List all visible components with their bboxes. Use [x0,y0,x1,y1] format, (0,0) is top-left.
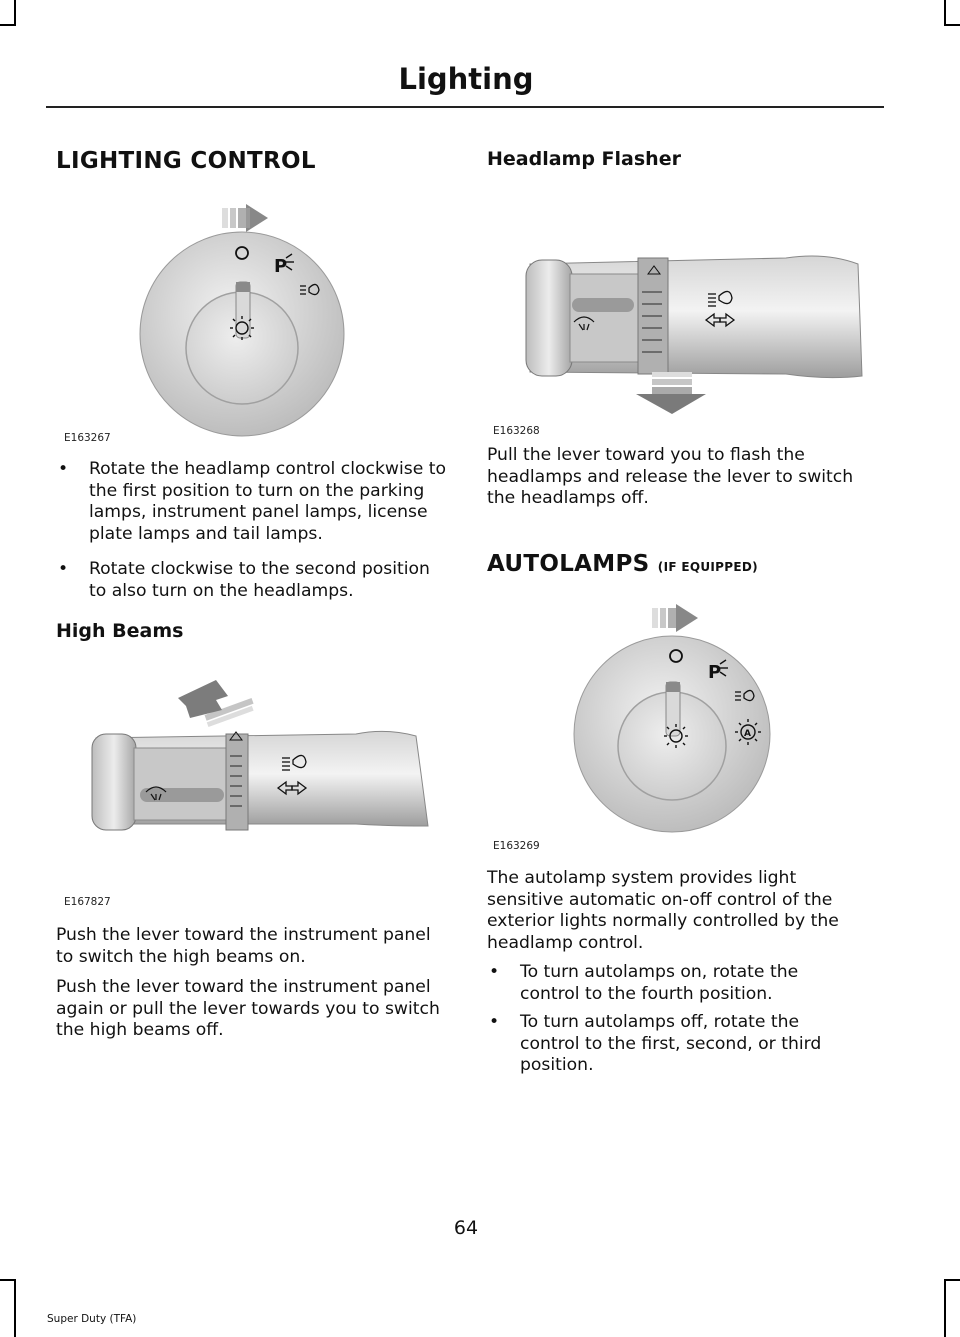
crop-mark-top-left-v [14,0,16,26]
headlamp-flasher-title: Headlamp Flasher [487,148,681,170]
lighting-bullet-1 [56,459,451,549]
crop-mark-bottom-left-h [0,1279,16,1281]
headlamp-flasher-stalk-figure [486,240,876,420]
crop-mark-top-right-h [944,24,960,26]
figure-id-e163269: E163269 [493,840,540,852]
crop-mark-top-left-h [0,24,16,26]
high-beams-title: High Beams [56,620,184,642]
auto-letter: A [744,729,751,739]
lighting-bullet-2 [56,559,451,605]
autolamps-bullet-2-text: To turn autolamps off, rotate the control to the first, second, or third position. [520,1012,822,1075]
bullet-dot: • [58,459,69,479]
crop-mark-bottom-right-h [944,1279,960,1281]
autolamps-bullet-2 [487,1012,882,1080]
autolamps-bullet-1 [487,962,882,1008]
high-beams-paragraph-2: Push the lever toward the instrument panel again or pull the lever towards you to switch the high beams off. [56,977,440,1040]
autolamps-bullet-1-text: To turn autolamps on, rotate the control to the fourth position. [520,962,799,1004]
park-letter: P [708,662,722,683]
header-title: Lighting [398,62,534,96]
crop-mark-bottom-left-v [14,1279,16,1337]
header-rule [46,106,884,108]
crop-mark-top-right-v [944,0,946,26]
high-beams-stalk-figure [56,676,446,876]
rotate-arrow-icon [652,604,698,632]
lighting-control-title: LIGHTING CONTROL [56,148,316,174]
publication-label: Super Duty (TFA) [47,1313,137,1325]
bullet-dot: • [58,559,69,579]
autolamps-title-suffix: (IF EQUIPPED) [657,560,758,574]
headlamp-flasher-paragraph: Pull the lever toward you to flash the headlamps and release the lever to switch the headlamps off. [487,445,854,508]
figure-id-e163268: E163268 [493,425,540,437]
autolamp-control-dial-figure [486,600,876,840]
crop-mark-bottom-right-v [944,1279,946,1337]
high-beams-paragraph-1: Push the lever toward the instrument panel to switch the high beams on. [56,925,431,967]
autolamps-paragraph: The autolamp system provides light sensitive automatic on-off control of the exterior lights normally controlled by the headlamp control. [487,868,839,953]
pull-arrow-icon [636,372,706,414]
rotate-arrow-icon [222,204,268,232]
figure-id-e163267: E163267 [64,432,111,444]
bullet-dot: • [489,962,500,982]
lighting-bullet-2-text: Rotate clockwise to the second position to also turn on the headlamps. [89,559,430,601]
page-number: 64 [453,1217,479,1239]
push-arrow-icon [178,680,254,727]
lighting-bullet-1-text: Rotate the headlamp control clockwise to the first position to turn on the parking lamps, instrument panel lamps, license plate lamps and tail lamps. [89,459,447,544]
autolamps-title-main: AUTOLAMPS [487,551,650,577]
park-letter: P [274,256,288,277]
figure-id-e167827: E167827 [64,896,111,908]
autolamps-title [487,551,758,577]
headlamp-control-dial-figure [56,196,446,446]
bullet-dot: • [489,1012,500,1032]
